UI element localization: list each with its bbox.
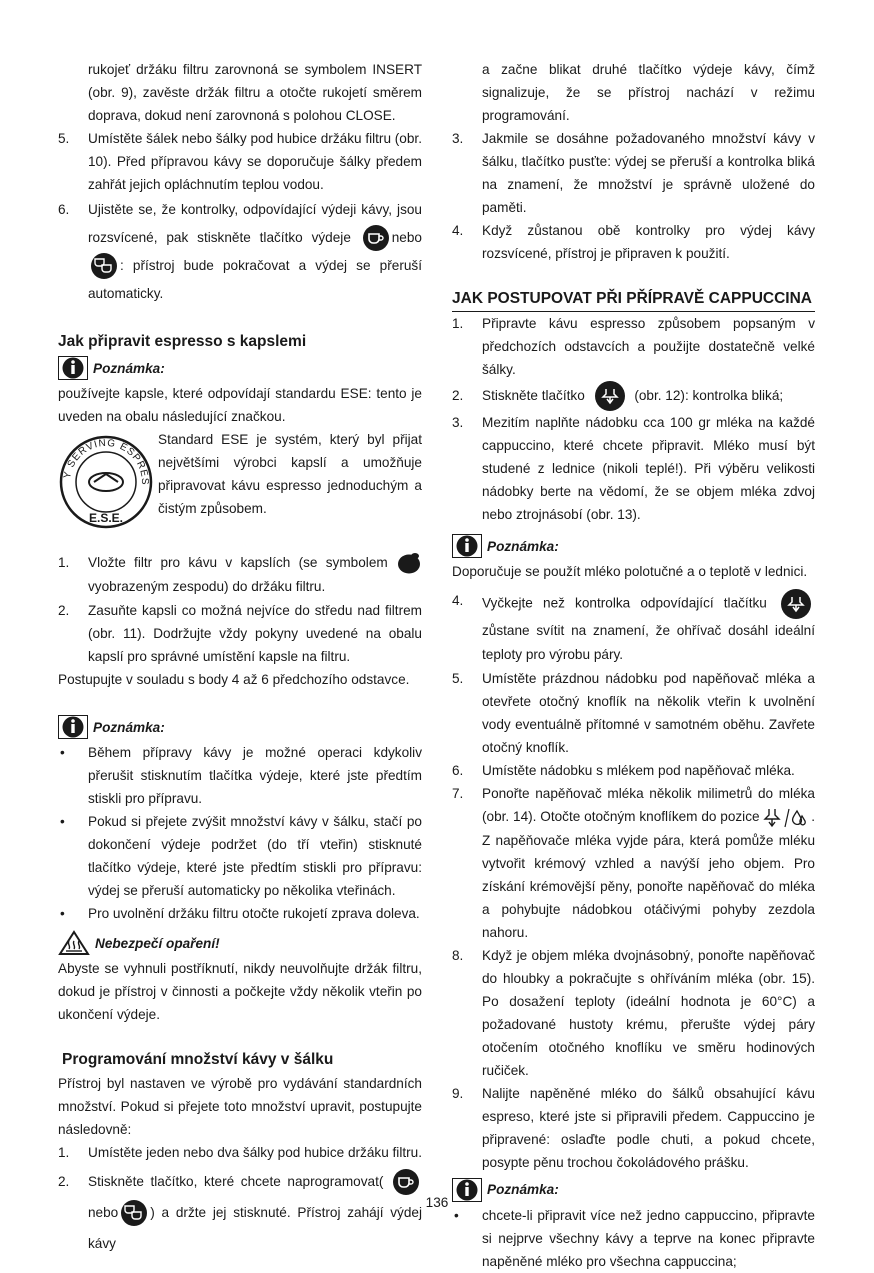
list-item bbox=[452, 944, 815, 1082]
list-item bbox=[452, 411, 815, 526]
list-number: 3. bbox=[452, 415, 464, 431]
list-item bbox=[452, 782, 815, 943]
page-number: 136 bbox=[425, 1195, 449, 1210]
programming-intro: Přístroj byl nastaven ve výrobě pro vydávání standardních množství. Pokud si přejete toto množství upravit, postupujte následovně: bbox=[58, 1076, 422, 1137]
info-icon bbox=[58, 356, 88, 380]
ese-description: Standard ESE je systém, který byl přijat největšími výrobci kapslí a umožňuje připravovat kávu espresso jednoduchým a čistým způsobem. bbox=[158, 432, 422, 516]
list-number: 8. bbox=[452, 947, 464, 963]
list-text: Umístěte prázdnou nádobku pod napěňovač mléka a otevřete otočný knoflík na několik vteřin k uvolnění vody eventuálně přítomné v samotném oběhu. Zavřete otočný knoflík. bbox=[482, 671, 815, 756]
ese-logo bbox=[58, 430, 154, 537]
steam-button-icon bbox=[781, 589, 811, 619]
list-text: Zasuňte kapsli co možná nejvíce do středu nad filtrem (obr. 11). Dodržujte vždy pokyny uvedené na obalu kapslí pro správné umístění kapsle na filtru. bbox=[88, 603, 422, 664]
list-item bbox=[452, 381, 815, 411]
steam-button-icon bbox=[595, 381, 625, 411]
list-item bbox=[452, 219, 815, 265]
bullet-item bbox=[58, 810, 422, 902]
note-label: Poznámka: bbox=[93, 719, 165, 735]
list-number: 2. bbox=[58, 603, 70, 618]
list-text: Mezitím naplňte nádobku cca 100 gr mléka na každé cappuccino, které chcete připravit. Mléko musí být studené z lednice (nikoli teplé!). Při výběru velikosti nádobky berte na vědomí, že se objem mléka zdvoj nebo ztrojnásobí (obr. 13). bbox=[482, 415, 815, 523]
list-number: 6. bbox=[452, 763, 464, 779]
danger-header bbox=[58, 929, 422, 957]
list-text: : přístroj bude pokračovat a výdej se přeruší automaticky. bbox=[88, 258, 422, 301]
capsule-symbol-icon bbox=[396, 552, 422, 574]
list-text: Když je objem mléka dvojnásobný, ponořte napěňovač do hloubky a pokračujte s ohříváním mléka (obr. 15). Po dosažení teploty (ideální hodnota je 60°C) a požadované hustoty krému, přerušte výdej páry otočením otočného knoflíku ve směru hodinových ručiček. bbox=[482, 947, 815, 1078]
list-number: 1. bbox=[58, 555, 70, 570]
list-item bbox=[452, 312, 815, 381]
note-header bbox=[452, 532, 815, 560]
follow-instructions: Postupujte v souladu s body 4 až 6 předchozího odstavce. bbox=[58, 672, 410, 687]
list-text: nebo bbox=[88, 1205, 119, 1220]
left-column bbox=[58, 58, 422, 1259]
note-text: Doporučuje se použít mléko polotučné a o teplotě v lednici. bbox=[452, 564, 808, 580]
bullet: • bbox=[454, 1207, 459, 1223]
list-text: Připravte kávu espresso způsobem popsaným v předchozích odstavcích a použijte dostatečně velké šálky. bbox=[482, 316, 815, 377]
list-number: 5. bbox=[452, 671, 464, 687]
ese-section bbox=[58, 428, 422, 543]
list-text: Vyčkejte než kontrolka odpovídající tlačítku bbox=[482, 596, 767, 611]
note-header bbox=[58, 354, 422, 382]
list-text: Stiskněte tlačítko, které chcete naprogramovat( bbox=[88, 1174, 384, 1189]
list-number: 1. bbox=[58, 1145, 70, 1160]
info-icon bbox=[58, 715, 88, 739]
list-item bbox=[452, 127, 815, 219]
list-number: 2. bbox=[58, 1174, 70, 1189]
heading-cappuccino: JAK POSTUPOVAT PŘI PŘÍPRAVĚ CAPPUCCINA bbox=[452, 287, 815, 312]
list-item bbox=[58, 127, 422, 196]
list-item bbox=[452, 1082, 815, 1174]
list-number: 5. bbox=[58, 131, 70, 146]
list-number: 2. bbox=[452, 388, 464, 403]
list-text: zůstane svítit na znamení, že ohřívač dosáhl ideální teploty pro výrobu páry. bbox=[482, 623, 815, 663]
list-item bbox=[452, 589, 815, 667]
bullet-text: chcete-li připravit více než jedno cappuccino, připravte si nejprve všechny kávy a teprve na konec připravte napěněné mléko pro všechna cappuccina; bbox=[482, 1207, 815, 1269]
list-item bbox=[452, 759, 815, 782]
list-number: 1. bbox=[452, 316, 464, 331]
list-text: Stiskněte tlačítko bbox=[482, 388, 585, 403]
bullet-text: Pro uvolnění držáku filtru otočte rukojetí zprava doleva. bbox=[88, 906, 420, 921]
note-label: Poznámka: bbox=[487, 538, 559, 554]
list-item bbox=[58, 551, 422, 599]
list-text: Když zůstanou obě kontrolky pro výdej kávy rozsvícené, přístroj je připraven k použití. bbox=[482, 223, 815, 261]
steam-knob-position-icon bbox=[763, 807, 807, 829]
list-text: . Z napěňovače mléka vyjde pára, která pomůže mléku vytvořit krémový vzhled a navýší jeho objem. Pro získání krémovější pěny, ponořte napěňovač do mléka a pohybujte nádobkou otáčivými pohyby zezdola nahoru. bbox=[482, 809, 815, 940]
bullet: • bbox=[60, 745, 65, 760]
bullet-text: Během přípravy kávy je možné operaci kdykoliv přerušit stisknutím tlačítka výdeje, které jste předtím stiskli pro přípravu. bbox=[88, 745, 422, 806]
list-text: Umístěte šálek nebo šálky pod hubice držáku filtru (obr. 10). Před přípravou kávy se doporučuje šálky předem zahřát jejich opláchnutím teplou vodou. bbox=[88, 131, 422, 192]
svg-text:EASY SERVING ESPRESSO: Y SERVING ESPRES bbox=[62, 437, 151, 486]
list-text: vyobrazeným zespodu) do držáku filtru. bbox=[88, 579, 326, 594]
list-text: nebo bbox=[391, 230, 422, 245]
list-text: ) a držte jej stisknuté. Přístroj zahájí výdej kávy bbox=[88, 1205, 422, 1251]
ese-logo-bottom-text: E.S.E. bbox=[88, 511, 124, 525]
note-label: Poznámka: bbox=[487, 1182, 559, 1198]
list-text: Vložte filtr pro kávu v kapslích (se symbolem bbox=[88, 555, 388, 570]
list-item bbox=[58, 196, 422, 308]
ese-intro-text: používejte kapsle, které odpovídají standardu ESE: tento je uveden na obalu následující značkou. bbox=[58, 386, 422, 424]
danger-label: Nebezpečí opaření! bbox=[95, 935, 220, 951]
list-number: 9. bbox=[452, 1085, 464, 1101]
bullet-text: Pokud si přejete zvýšit množství kávy v šálku, stačí po dokončení výdeje podržet (do tří vteřin) stisknuté tlačítko výdeje, které jste předtím stiskli pro přípravu: výdej se přeruší automaticky po několika vteřinách. bbox=[88, 814, 422, 898]
list-text: Jakmile se dosáhne požadovaného množství kávy v šálku, tlačítko pusťte: výdej se přeruší a kontrolka bliká na znamení, že množství je správně uložené do paměti. bbox=[482, 131, 815, 215]
list-item bbox=[452, 667, 815, 759]
two-cups-button-icon bbox=[91, 253, 117, 279]
list-number: 6. bbox=[58, 202, 70, 217]
heading-programming: Programování množství kávy v šálku bbox=[62, 1051, 334, 1068]
list-item bbox=[58, 1141, 422, 1164]
list-text: Ponořte napěňovač mléka několik milimetrů do mléka (obr. 14). Otočte otočným knoflíkem do pozice bbox=[482, 786, 815, 825]
left-continued-text: rukojeť držáku filtru zarovnoná se symbolem INSERT (obr. 9), zavěste držák filtru a otočte rukojetí směrem doprava, dokud není zarovnoná s polohou CLOSE. bbox=[88, 62, 422, 123]
list-text: Umístěte nádobku s mlékem pod napěňovač mléka. bbox=[482, 763, 795, 779]
list-text: Ujistěte se, že kontrolky, odpovídající výdeji kávy, jsou rozsvícené, pak stiskněte tlačítko výdeje bbox=[88, 202, 422, 245]
bullet: • bbox=[60, 814, 65, 829]
right-column bbox=[452, 58, 815, 1273]
list-number: 3. bbox=[452, 131, 464, 146]
one-cup-button-icon bbox=[363, 225, 389, 251]
bullet-item bbox=[58, 902, 422, 925]
heading-espresso-capsules: Jak připravit espresso s kapslemi bbox=[58, 333, 307, 350]
list-item bbox=[58, 599, 422, 668]
list-number: 4. bbox=[452, 593, 464, 609]
hot-surface-warning-icon bbox=[58, 930, 90, 956]
list-item bbox=[58, 1166, 422, 1259]
right-continued-text: a začne blikat druhé tlačítko výdeje kávy, čímž signalizuje, že se přístroj nachází v režimu programování. bbox=[482, 62, 815, 123]
list-text: Umístěte jeden nebo dva šálky pod hubice držáku filtru. bbox=[88, 1145, 422, 1160]
bullet: • bbox=[60, 906, 65, 921]
note-label: Poznámka: bbox=[93, 360, 165, 376]
note-header bbox=[58, 713, 422, 741]
bullet-item bbox=[58, 741, 422, 810]
danger-text: Abyste se vyhnuli postříknutí, nikdy neuvolňujte držák filtru, dokud je přístroj v činnosti a počkejte vždy několik vteřin po ukončení výdeje. bbox=[58, 961, 422, 1022]
one-cup-button-icon bbox=[393, 1169, 419, 1195]
list-number: 4. bbox=[452, 223, 464, 238]
list-number: 7. bbox=[452, 786, 464, 802]
info-icon bbox=[452, 534, 482, 558]
list-text: Nalijte napěněné mléko do šálků obsahující kávu espreso, které jste si připravili předem. Cappuccino je připravené: oslaďte podle chuti, a pokud chcete, posypte pěnu trochou čokoládového prášku. bbox=[482, 1085, 815, 1170]
bullet-item bbox=[452, 1204, 815, 1273]
list-text: (obr. 12): kontrolka bliká; bbox=[634, 388, 784, 403]
